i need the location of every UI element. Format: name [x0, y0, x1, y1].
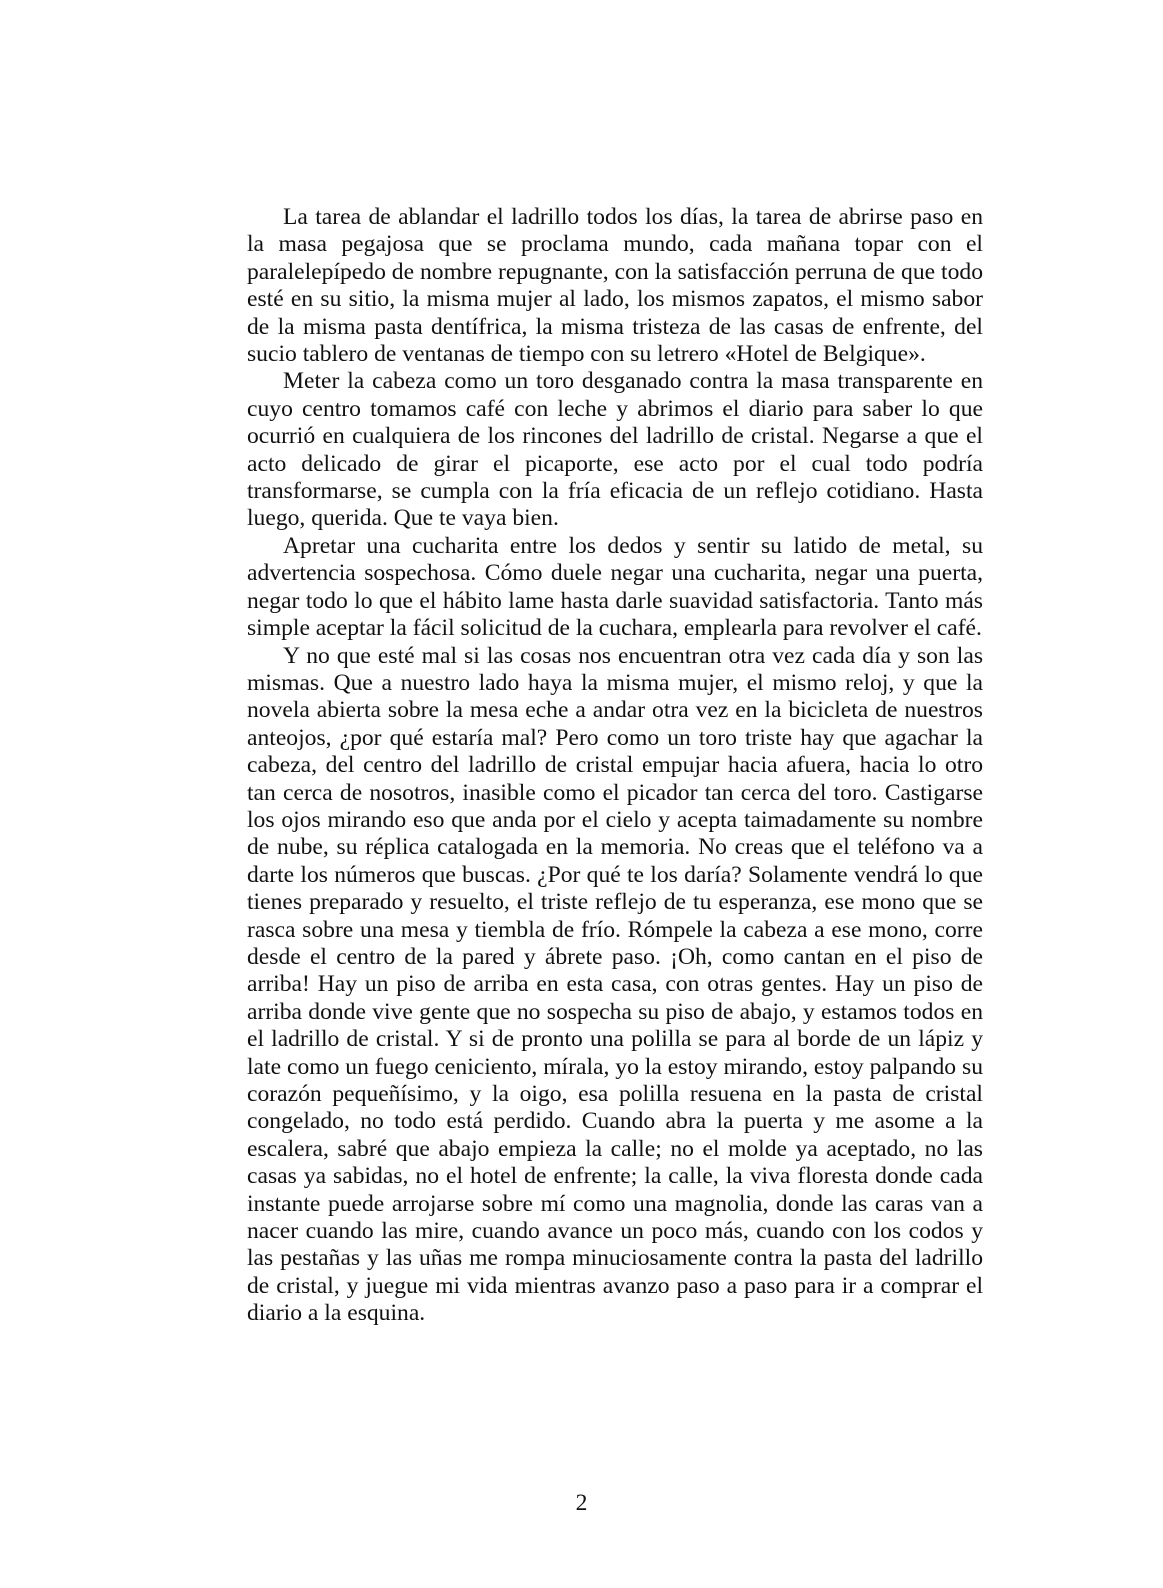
paragraph-3: Apretar una cucharita entre los dedos y sentir su latido de metal, su advertencia sospechosa. Cómo duele negar una cucharita, negar una puerta, negar todo lo que el hábito lame hasta darle suavidad satisfactoria. Tanto más simple aceptar la fácil solicitud de la cuchara, emplearla para revolver el café.	[247, 532, 983, 642]
page-number: 2	[575, 1490, 588, 1516]
body-text	[247, 204, 983, 1328]
paragraph-1: La tarea de ablandar el ladrillo todos los días, la tarea de abrirse paso en la masa pegajosa que se proclama mundo, cada mañana topar con el paralelepípedo de nombre repugnante, con la satisfacción perruna de que todo esté en su sitio, la misma mujer al lado, los mismos zapatos, el mismo sabor de la misma pasta dentífrica, la misma tristeza de las casas de enfrente, del sucio tablero de ventanas de tiempo con su letrero «Hotel de Belgique».	[247, 204, 983, 368]
paragraph-2: Meter la cabeza como un toro desganado contra la masa transparente en cuyo centro tomamos café con leche y abrimos el diario para saber lo que ocurrió en cualquiera de los rincones del ladrillo de cristal. Negarse a que el acto delicado de girar el picaporte, ese acto por el cual todo podría transformarse, se cumpla con la fría eficacia de un reflejo cotidiano. Hasta luego, querida. Que te vaya bien.	[247, 368, 983, 532]
paragraph-4: Y no que esté mal si las cosas nos encuentran otra vez cada día y son las mismas. Que a nuestro lado haya la misma mujer, el mismo reloj, y que la novela abierta sobre la mesa eche a andar otra vez en la bicicleta de nuestros anteojos, ¿por qué estaría mal? Pero como un toro triste hay que agachar la cabeza, del centro del ladrillo de cristal empujar hacia afuera, hacia lo otro tan cerca de nosotros, inasible como el picador tan cerca del toro. Castigarse los ojos mirando eso que anda por el cielo y acepta taimadamente su nombre de nube, su réplica catalogada en la memoria. No creas que el teléfono va a darte los números que buscas. ¿Por qué te los daría? Solamente vendrá lo que tienes preparado y resuelto, el triste reflejo de tu esperanza, ese mono que se rasca sobre una mesa y tiembla de frío. Rómpele la cabeza a ese mono, corre desde el centro de la pared y ábrete paso. ¡Oh, como cantan en el piso de arriba! Hay un piso de arriba en esta casa, con otras gentes. Hay un piso de arriba donde vive gente que no sospecha su piso de abajo, y estamos todos en el ladrillo de cristal. Y si de pronto una polilla se para al borde de un lápiz y late como un fuego ceniciento, mírala, yo la estoy mirando, estoy palpando su corazón pequeñísimo, y la oigo, esa polilla resuena en la pasta de cristal congelado, no todo está perdido. Cuando abra la puerta y me asome a la escalera, sabré que abajo empieza la calle; no el molde ya aceptado, no las casas ya sabidas, no el hotel de enfrente; la calle, la viva floresta donde cada instante puede arrojarse sobre mí como una magnolia, donde las caras van a nacer cuando las mire, cuando avance un poco más, cuando con los codos y las pestañas y las uñas me rompa minuciosamente contra la pasta del ladrillo de cristal, y juegue mi vida mientras avanzo paso a paso para ir a comprar el diario a la esquina.	[247, 642, 983, 1327]
